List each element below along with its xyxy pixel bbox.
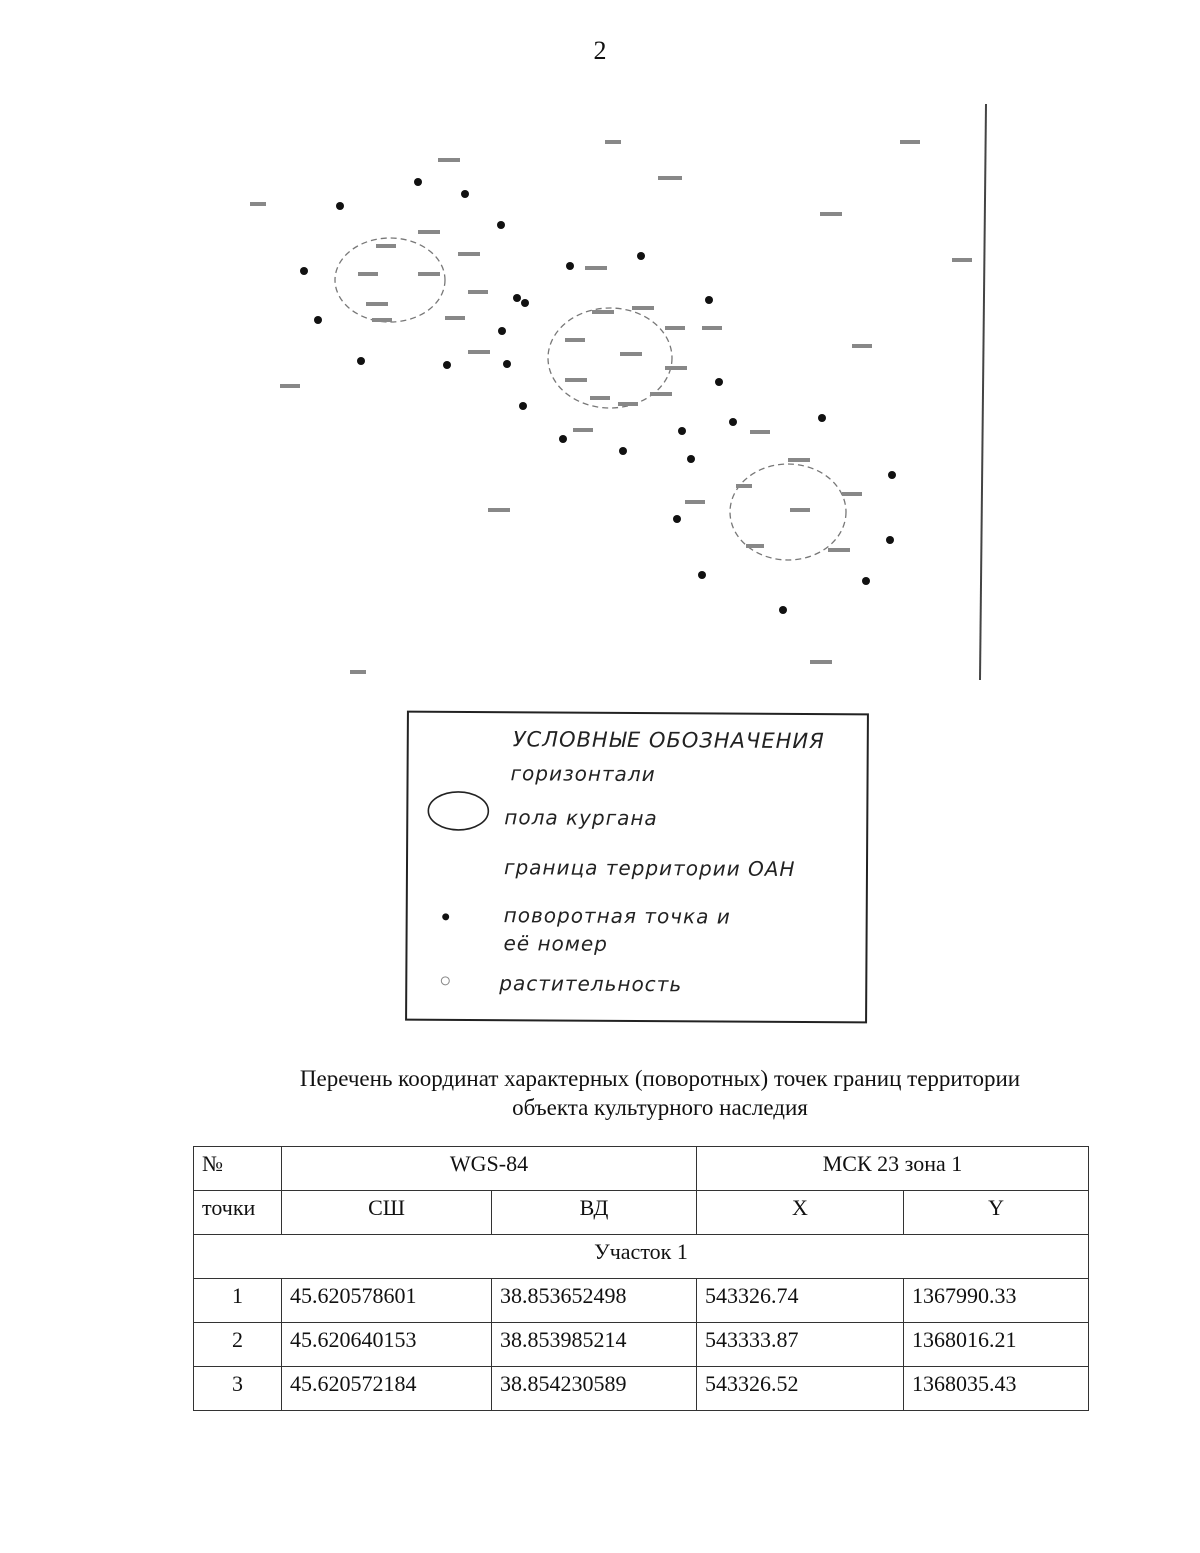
turning-point-dot: [729, 418, 737, 426]
cell-y: 1368035.43: [904, 1367, 1089, 1411]
turning-point-dot: [497, 221, 505, 229]
turning-point-dot: [818, 414, 826, 422]
table-row: [194, 1323, 1089, 1367]
page-number: 2: [593, 36, 607, 65]
turning-point-dot: [519, 402, 527, 410]
cell-lat: 45.620640153: [282, 1323, 492, 1367]
cell-number: 1: [194, 1279, 282, 1323]
coordinates-table: [193, 1146, 1089, 1411]
elevation-marks: [250, 140, 972, 674]
turning-point-dot: [414, 178, 422, 186]
turning-point-dot-icon: [440, 911, 452, 923]
section-label: Участок 1: [194, 1235, 1089, 1279]
turning-point-dot: [637, 252, 645, 260]
table-row: [194, 1367, 1089, 1411]
mound-ellipse-icon: [426, 789, 490, 833]
legend-title: УСЛОВНЫЕ ОБОЗНАЧЕНИЯ: [512, 727, 825, 754]
turning-point-dot: [443, 361, 451, 369]
turning-point-dot: [566, 262, 574, 270]
turning-point-dot: [779, 606, 787, 614]
header-msk23: МСК 23 зона 1: [697, 1147, 1089, 1191]
legend-label-contours: горизонтали: [510, 761, 656, 787]
header-y: Y: [904, 1191, 1089, 1235]
turning-point-dot: [300, 267, 308, 275]
turning-point-dot: [619, 447, 627, 455]
table-header-row: [194, 1147, 1089, 1191]
cell-lat: 45.620572184: [282, 1367, 492, 1411]
cell-x: 543326.52: [697, 1367, 904, 1411]
header-number-top: №: [194, 1147, 282, 1191]
cell-x: 543333.87: [697, 1323, 904, 1367]
legend-label-point-2: её номер: [503, 931, 608, 956]
caption-line-2: объекта культурного наследия: [512, 1095, 808, 1120]
legend: [405, 711, 869, 1024]
table-subheader-row: [194, 1191, 1089, 1235]
header-lon: ВД: [492, 1191, 697, 1235]
table-caption: [150, 1064, 1170, 1122]
turning-point-dot: [888, 471, 896, 479]
cell-lat: 45.620578601: [282, 1279, 492, 1323]
cell-lon: 38.853985214: [492, 1323, 697, 1367]
turning-point-dot: [521, 299, 529, 307]
turning-point-dot: [461, 190, 469, 198]
turning-point-dot: [559, 435, 567, 443]
legend-label-point: поворотная точка и: [503, 903, 731, 929]
site-plan: [240, 100, 1000, 690]
turning-point-dot: [678, 427, 686, 435]
turning-point-dot: [673, 515, 681, 523]
legend-label-boundary: граница территории ОАН: [503, 855, 796, 881]
plan-frame-line: [980, 104, 986, 680]
turning-point-dot: [498, 327, 506, 335]
cell-y: 1368016.21: [904, 1323, 1089, 1367]
header-lat: СШ: [282, 1191, 492, 1235]
header-number-bottom: точки: [194, 1191, 282, 1235]
turning-point-dot: [314, 316, 322, 324]
turning-point-dot: [503, 360, 511, 368]
vegetation-circle-icon: [439, 975, 451, 987]
cell-number: 2: [194, 1323, 282, 1367]
cell-lon: 38.853652498: [492, 1279, 697, 1323]
header-x: X: [697, 1191, 904, 1235]
section-row: [194, 1235, 1089, 1279]
cell-lon: 38.854230589: [492, 1367, 697, 1411]
cell-y: 1367990.33: [904, 1279, 1089, 1323]
cell-x: 543326.74: [697, 1279, 904, 1323]
table-row: [194, 1279, 1089, 1323]
turning-point-dot: [513, 294, 521, 302]
turning-point-dot: [698, 571, 706, 579]
turning-point-dot: [705, 296, 713, 304]
caption-line-1: Перечень координат характерных (поворотных) точек границ территории: [299, 1066, 1021, 1091]
turning-point-dot: [886, 536, 894, 544]
legend-label-mound: пола кургана: [504, 805, 658, 831]
header-wgs84: WGS-84: [282, 1147, 697, 1191]
turning-point-dot: [357, 357, 365, 365]
turning-point-dot: [336, 202, 344, 210]
turning-point-dot: [862, 577, 870, 585]
legend-label-vegetation: растительность: [499, 971, 683, 997]
turning-point-dot: [715, 378, 723, 386]
cell-number: 3: [194, 1367, 282, 1411]
turning-point-dot: [687, 455, 695, 463]
